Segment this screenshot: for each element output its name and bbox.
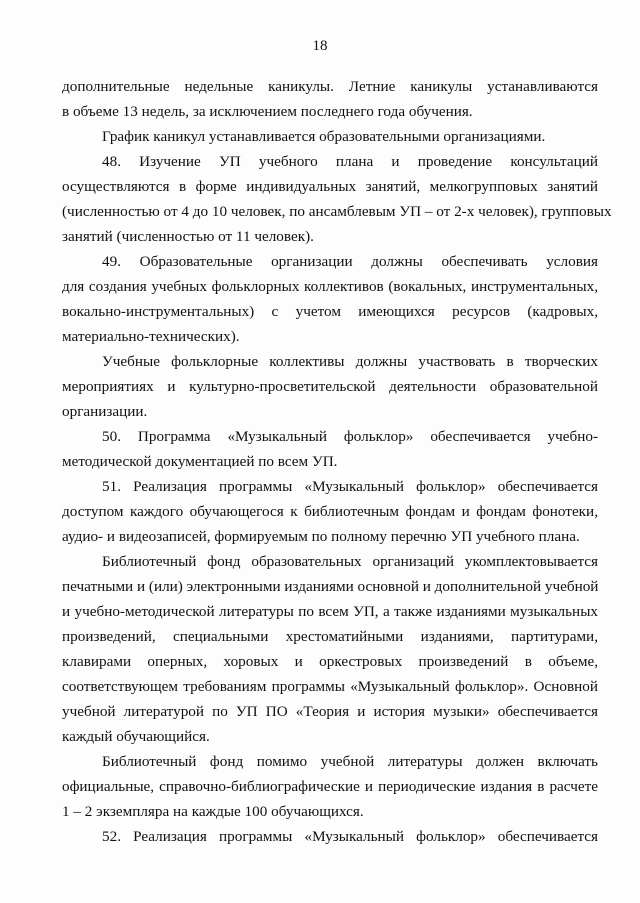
text-line: График каникул устанавливается образовательными организациями. <box>102 128 546 145</box>
text-line: соответствующем требованиям программы «Музыкальный фольклор». Основной <box>62 678 598 695</box>
text-line: 50. Программа «Музыкальный фольклор» обеспечивается учебно- <box>102 428 598 445</box>
text-line: занятий (численностью от 11 человек). <box>62 228 314 245</box>
text-line: для создания учебных фольклорных коллективов (вокальных, инструментальных, <box>62 278 598 295</box>
text-line: методической документацией по всем УП. <box>62 453 338 470</box>
text-line: дополнительные недельные каникулы. Летние каникулы устанавливаются <box>62 78 598 95</box>
text-line: 1 – 2 экземпляра на каждые 100 обучающихся. <box>62 803 364 820</box>
text-line: 52. Реализация программы «Музыкальный фольклор» обеспечивается <box>102 828 598 845</box>
text-line: мероприятиях и культурно-просветительской деятельности образовательной <box>62 378 598 395</box>
text-line: каждый обучающийся. <box>62 728 210 745</box>
text-line: аудио- и видеозаписей, формируемым по полному перечню УП учебного плана. <box>62 528 580 545</box>
text-line: материально-технических). <box>62 328 240 345</box>
page-number: 18 <box>312 38 328 54</box>
text-line: Библиотечный фонд помимо учебной литературы должен включать <box>102 753 598 770</box>
text-line: учебной литературой по УП ПО «Теория и история музыки» обеспечивается <box>62 703 598 720</box>
text-line: произведений, специальными хрестоматийными изданиями, партитурами, <box>62 628 598 645</box>
body-text <box>62 74 612 849</box>
text-line: организации. <box>62 403 148 420</box>
text-line: 49. Образовательные организации должны обеспечивать условия <box>102 253 598 270</box>
text-line: доступом каждого обучающегося к библиотечным фондам и фондам фонотеки, <box>62 503 598 520</box>
text-line: печатными и (или) электронными изданиями основной и дополнительной учебной <box>62 578 599 595</box>
text-line: 48. Изучение УП учебного плана и проведение консультаций <box>102 153 598 170</box>
text-line: 51. Реализация программы «Музыкальный фольклор» обеспечивается <box>102 478 598 495</box>
text-line: Учебные фольклорные коллективы должны участвовать в творческих <box>102 353 598 370</box>
text-line: (численностью от 4 до 10 человек, по ансамблевым УП – от 2-х человек), групповых <box>62 203 612 220</box>
text-line: вокально-инструментальных) с учетом имеющихся ресурсов (кадровых, <box>62 303 598 320</box>
text-line: и учебно-методической литературы по всем УП, а также изданиями музыкальных <box>62 603 598 620</box>
text-line: осуществляются в форме индивидуальных занятий, мелкогрупповых занятий <box>62 178 598 195</box>
text-line: Библиотечный фонд образовательных организаций укомплектовывается <box>102 553 598 570</box>
text-line: в объеме 13 недель, за исключением последнего года обучения. <box>62 103 473 120</box>
text-line: официальные, справочно-библиографические и периодические издания в расчете <box>62 778 598 795</box>
text-line: клавирами оперных, хоровых и оркестровых произведений в объеме, <box>62 653 598 670</box>
